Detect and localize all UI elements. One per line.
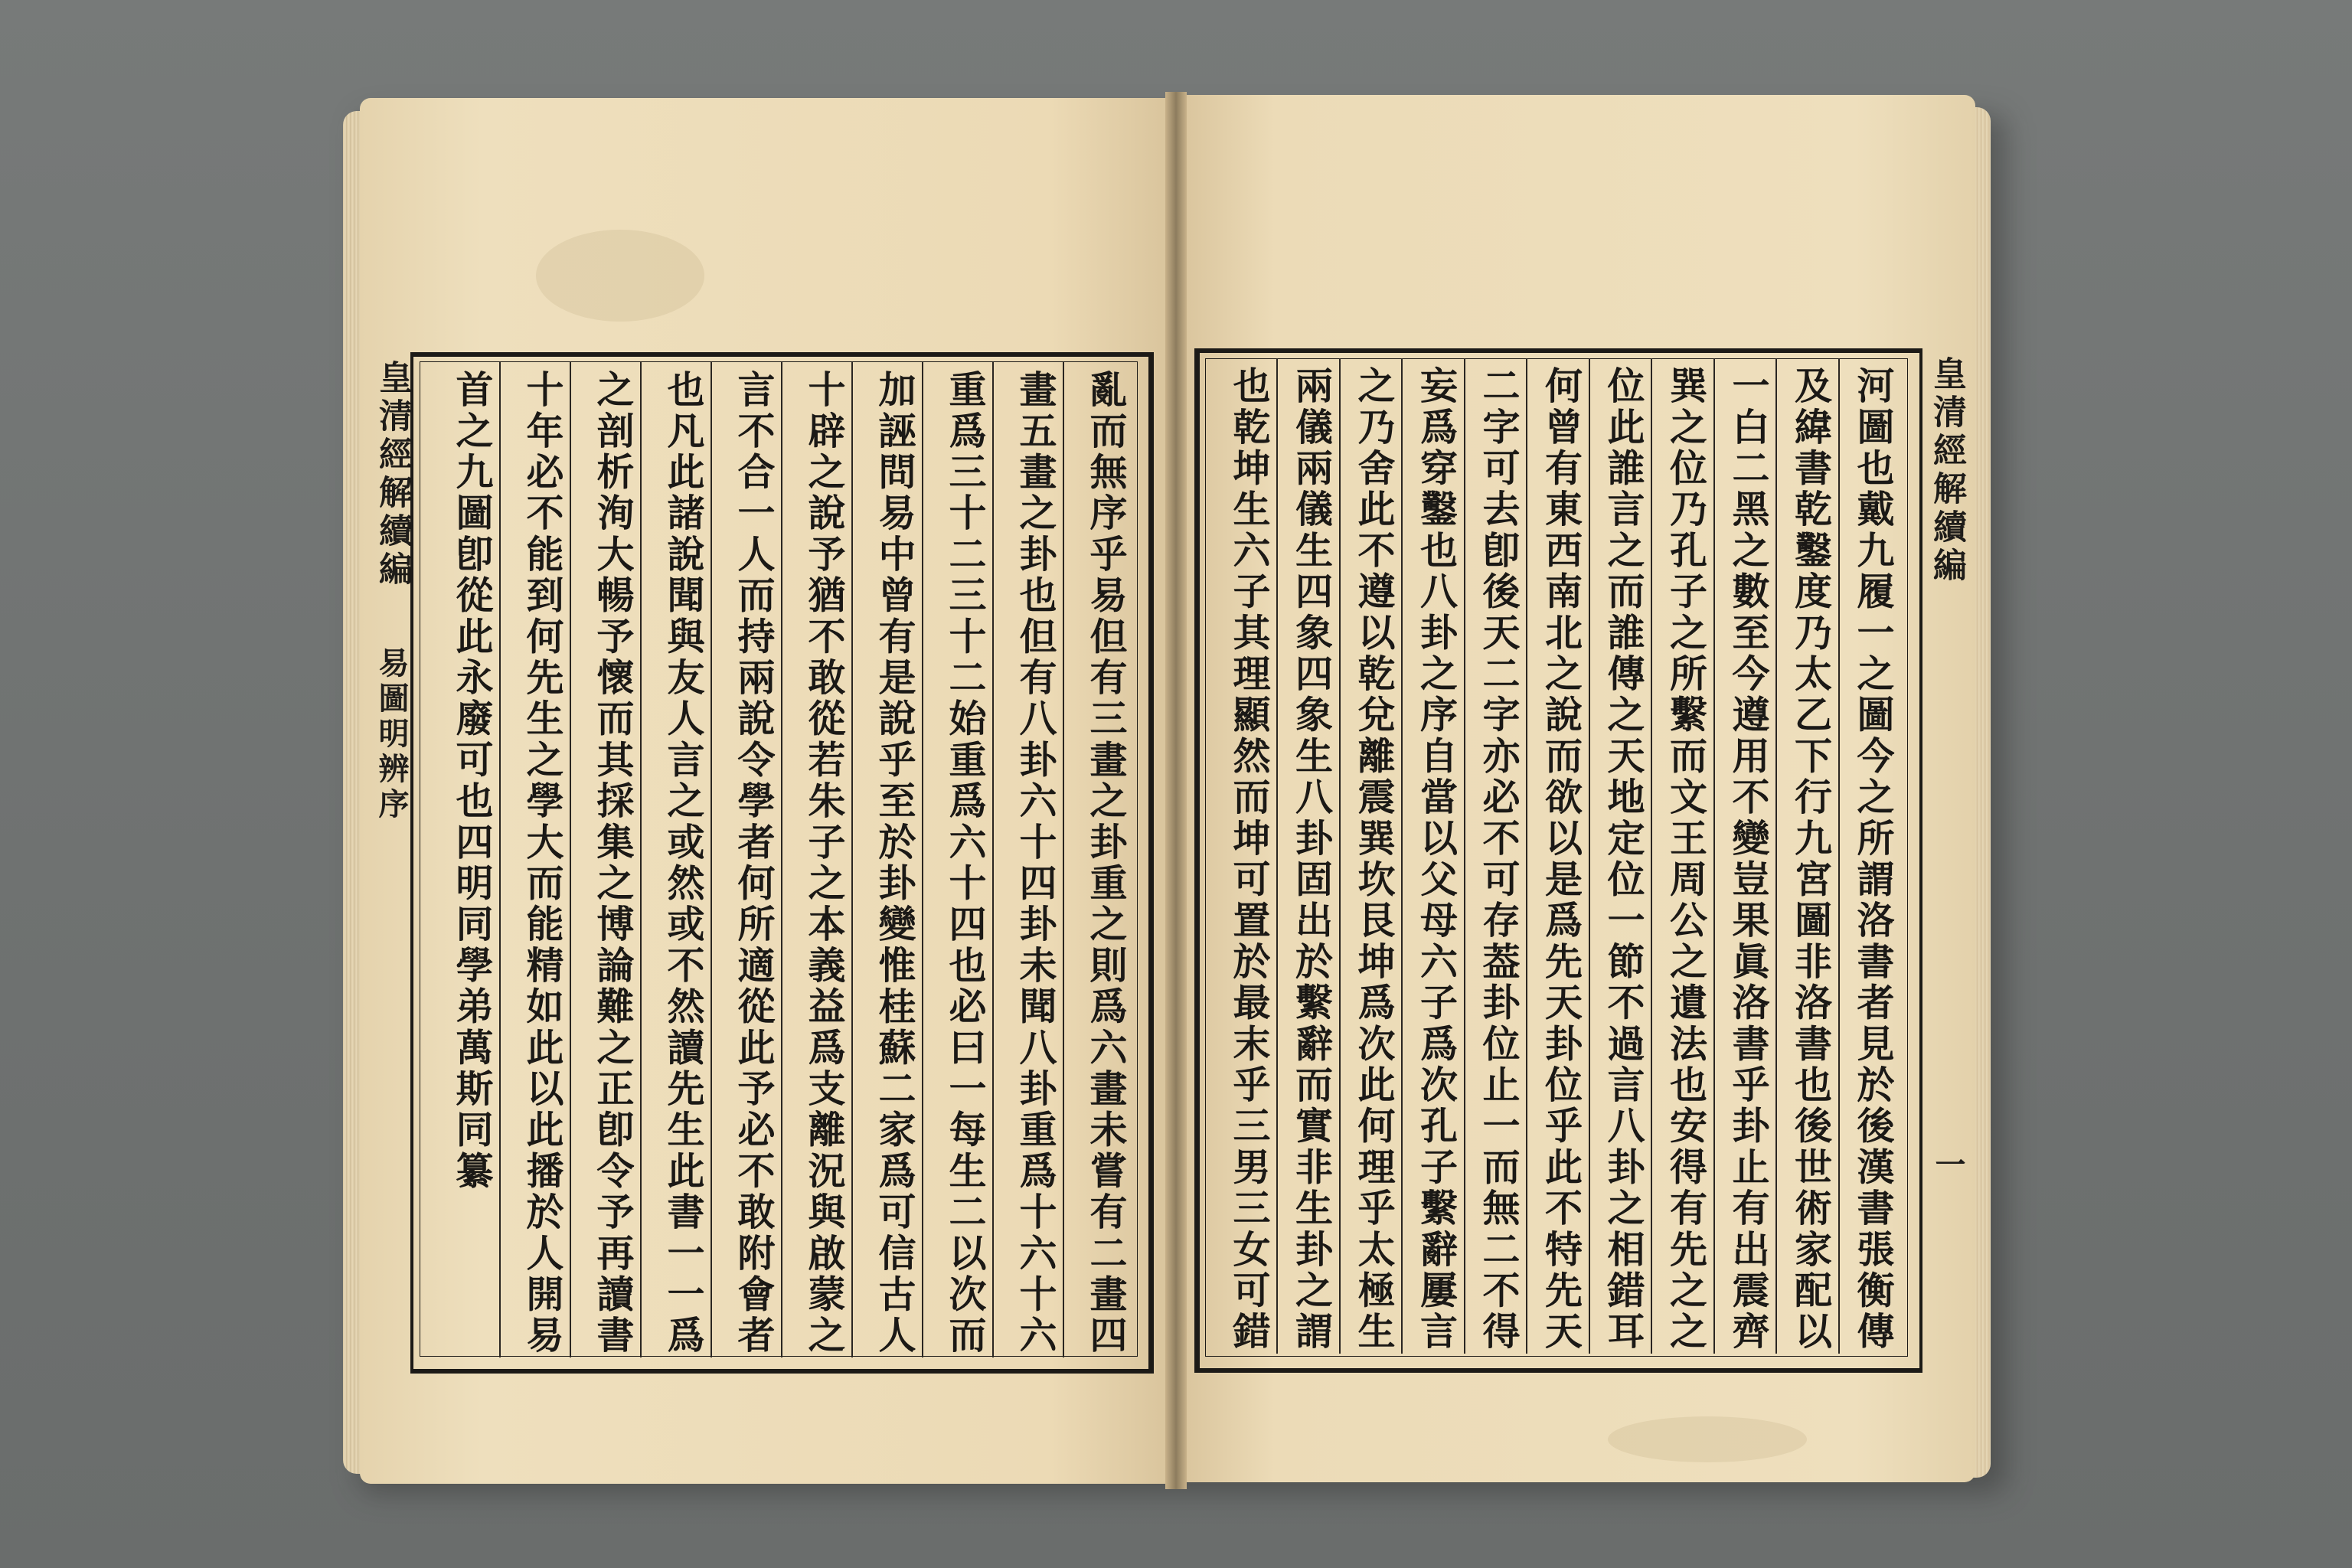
column-rule [1401,358,1403,1354]
left-text-column-10: 首之九圖卽從此永廢可也四明同學弟萬斯同纂 [450,370,495,1192]
left-text-column-8: 之剖析洵大暢予懷而其採集之博論難之正卽令予再讀書 [591,370,635,1357]
right-text-column-11: 也乾坤生六子其理顯然而坤可置於最末乎三男三女可錯 [1227,366,1272,1353]
column-rule [1589,358,1590,1354]
column-rule [640,362,642,1357]
right-text-column-4: 巽之位乃孔子之所繫而文王周公之遺法也安得有先之之 [1664,366,1709,1353]
right-page-number: 一 [1930,1148,1966,1179]
left-text-column-6: 言不合一人而持兩說令學者何所適從此予必不敢附會者 [732,370,776,1357]
paper-stain [536,230,704,322]
column-rule [570,362,571,1357]
column-rule [851,362,853,1357]
right-text-column-9: 之乃舍此不遵以乾兌離震巽坎艮坤爲次此何理乎太極生 [1352,366,1396,1353]
column-rule [1063,362,1064,1357]
right-edge-title: 皇清經解續編 [1927,356,1966,586]
column-rule [1775,358,1777,1354]
left-text-column-9: 十年必不能到何先生之學大而能精如此以此播於人開易 [521,370,565,1357]
column-rule [1339,358,1341,1354]
column-rule [1276,358,1278,1354]
left-text-column-1: 亂而無序乎易但有三畫之卦重之則爲六畫未嘗有二畫四 [1084,370,1129,1357]
right-text-column-7: 二字可去卽後天二字亦必不可存葢卦位止一而無二不得 [1477,366,1521,1353]
column-rule [710,362,712,1357]
right-text-column-6: 何曾有東西南北之說而欲以是爲先天卦位乎此不特先天 [1539,366,1584,1353]
column-rule [1651,358,1652,1354]
column-rule [499,362,501,1357]
right-text-column-5: 位此誰言之而誰傳之天地定位一節不過言八卦之相錯耳 [1602,366,1646,1353]
right-text-column-10: 兩儀兩儀生四象四象生八卦固出於繫辭而實非生卦之謂 [1289,366,1334,1353]
left-text-column-7: 也凡此諸說聞與友人言之或然或不然讀先生此書一一爲 [662,370,706,1357]
left-text-column-4: 加誣問易中曾有是說乎至於卦變惟桂蘇二家爲可信古人 [873,370,917,1357]
column-rule [781,362,782,1357]
left-edge-title: 皇清經解續編 [373,360,412,590]
left-text-column-3: 重爲三十二三十二始重爲六十四也必曰一每生二以次而 [943,370,988,1357]
book-gutter [1165,92,1187,1489]
column-rule [922,362,923,1357]
column-rule [1526,358,1527,1354]
right-text-column-3: 一白二黑之數至今遵用不變豈果眞洛書乎卦止有出震齊 [1726,366,1771,1353]
column-rule [1464,358,1465,1354]
left-text-column-5: 十辟之說予猶不敢從若朱子之本義益爲支離況與啟蒙之 [802,370,847,1357]
right-text-column-8: 妄爲穿鑿也八卦之序自當以父母六子爲次孔子繫辭屢言 [1414,366,1459,1353]
left-edge-section: 易圖明辨序 [374,647,410,823]
right-text-column-2: 及緯書乾鑿度乃太乙下行九宮圖非洛書也後世術家配以 [1788,366,1834,1353]
column-rule [992,362,994,1357]
left-text-column-2: 畫五畫之卦也但有八卦六十四卦未聞八卦重爲十六十六 [1014,370,1058,1357]
column-rule [1713,358,1715,1354]
paper-stain [1608,1416,1807,1462]
column-rule [1838,358,1840,1354]
right-text-column-1: 河圖也戴九履一之圖今之所謂洛書者見於後漢書張衡傳 [1851,366,1896,1353]
